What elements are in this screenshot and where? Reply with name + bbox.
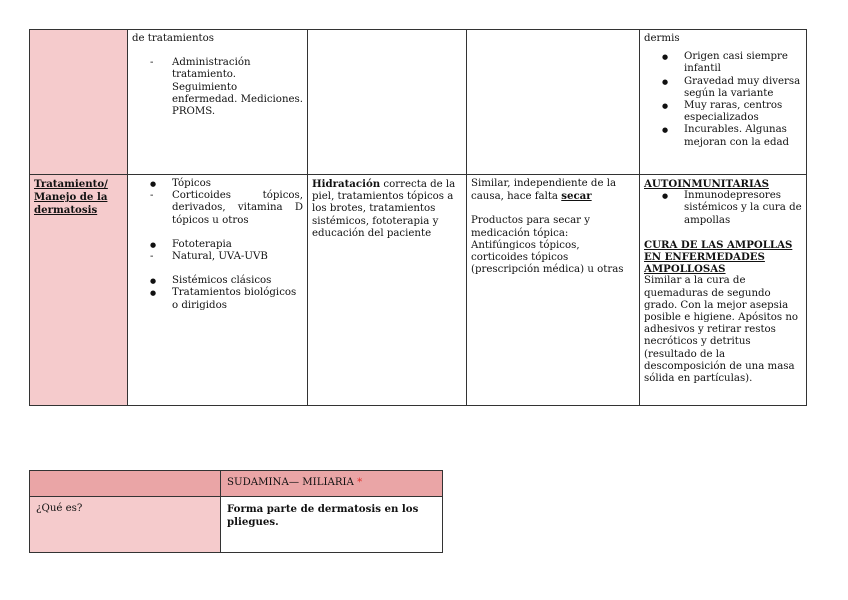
section-heading: CURA DE LAS AMPOLLAS EN ENFERMEDADES AMPOLLOSAS [644,238,793,276]
dash-list [132,57,303,118]
emphasis-text: secar [561,190,592,203]
star-marker: * [357,477,363,488]
cell-text: dermis [644,33,680,44]
bullet-list [132,239,303,251]
table-cell [308,175,467,406]
list-item: ● Gravedad muy diversa según la variante [644,76,802,100]
table-row [30,497,443,553]
table-cell [128,175,308,406]
list-item: - Administración tratamiento. Seguimiento enfermedad. Mediciones. PROMS. [132,57,303,118]
cell-text: Similar, independiente de la causa, hace falta [471,178,617,203]
row-label-cell [30,175,128,406]
list-item: ● Muy raras, centros especializados [644,100,802,124]
list-item: - Corticoides tópicos, derivados, vitamina D tópicos u otros [132,190,303,227]
section-heading: AUTOINMUNITARIAS [644,178,769,190]
bullet-list [644,51,802,149]
table-row [30,30,807,175]
list-item: - Natural, UVA-UVB [132,251,303,263]
table-row [30,175,807,406]
bullet-list [132,178,303,190]
table-cell [640,175,807,406]
list-item: ● Tópicos [132,178,303,190]
header-cell [30,471,221,497]
emphasis-text: Hidratación [312,178,381,190]
list-item: ● Incurables. Algunas mejoran con la edad [644,124,802,148]
table-cell [128,30,308,175]
row-label-cell [30,497,221,553]
list-item: ● Origen casi siempre infantil [644,51,802,75]
table-cell [308,30,467,175]
cell-text: Productos para secar y medicación tópica: Antifúngicos tópicos, corticoides tópicos (prescripción médica) u otras [471,215,624,276]
dash-list [132,190,303,227]
cell-text: Similar a la cura de quemaduras de segundo grado. Con la mejor asepsia posible e higiene. Apósitos no adhesivos y retirar restos necróticos y detritus (resultado de la descomposición de una masa sólida en partículas). [644,275,799,385]
bullet-list [132,275,303,312]
list-item: ● Sistémicos clásicos [132,275,303,287]
table-title: SUDAMINA— MILIARIA [227,477,354,488]
row-label: ¿Qué es? [36,503,83,514]
header-cell [221,471,443,497]
bullet-list [644,190,802,227]
table-header-row [30,471,443,497]
cell-text: de tratamientos [132,33,214,44]
table-cell [221,497,443,553]
sudamina-table [29,470,443,553]
row-label: Tratamiento/ Manejo de la dermatosis [34,178,108,217]
row-label-cell [30,30,128,175]
cell-text: Forma parte de dermatosis en los pliegues. [227,503,419,529]
table-cell [467,30,640,175]
cell-text: correcta de la piel, tratamientos tópicos a los brotes, tratamientos sistémicos, fototerapia y educación del paciente [312,179,456,239]
table-cell [467,175,640,406]
list-item: ● Fototerapia [132,239,303,251]
dermatosis-table [29,29,807,406]
table-cell [640,30,807,175]
list-item: ● Tratamientos biológicos o dirigidos [132,287,303,311]
dash-list [132,251,303,263]
list-item: ● Inmunodepresores sistémicos y la cura de ampollas [644,190,802,227]
